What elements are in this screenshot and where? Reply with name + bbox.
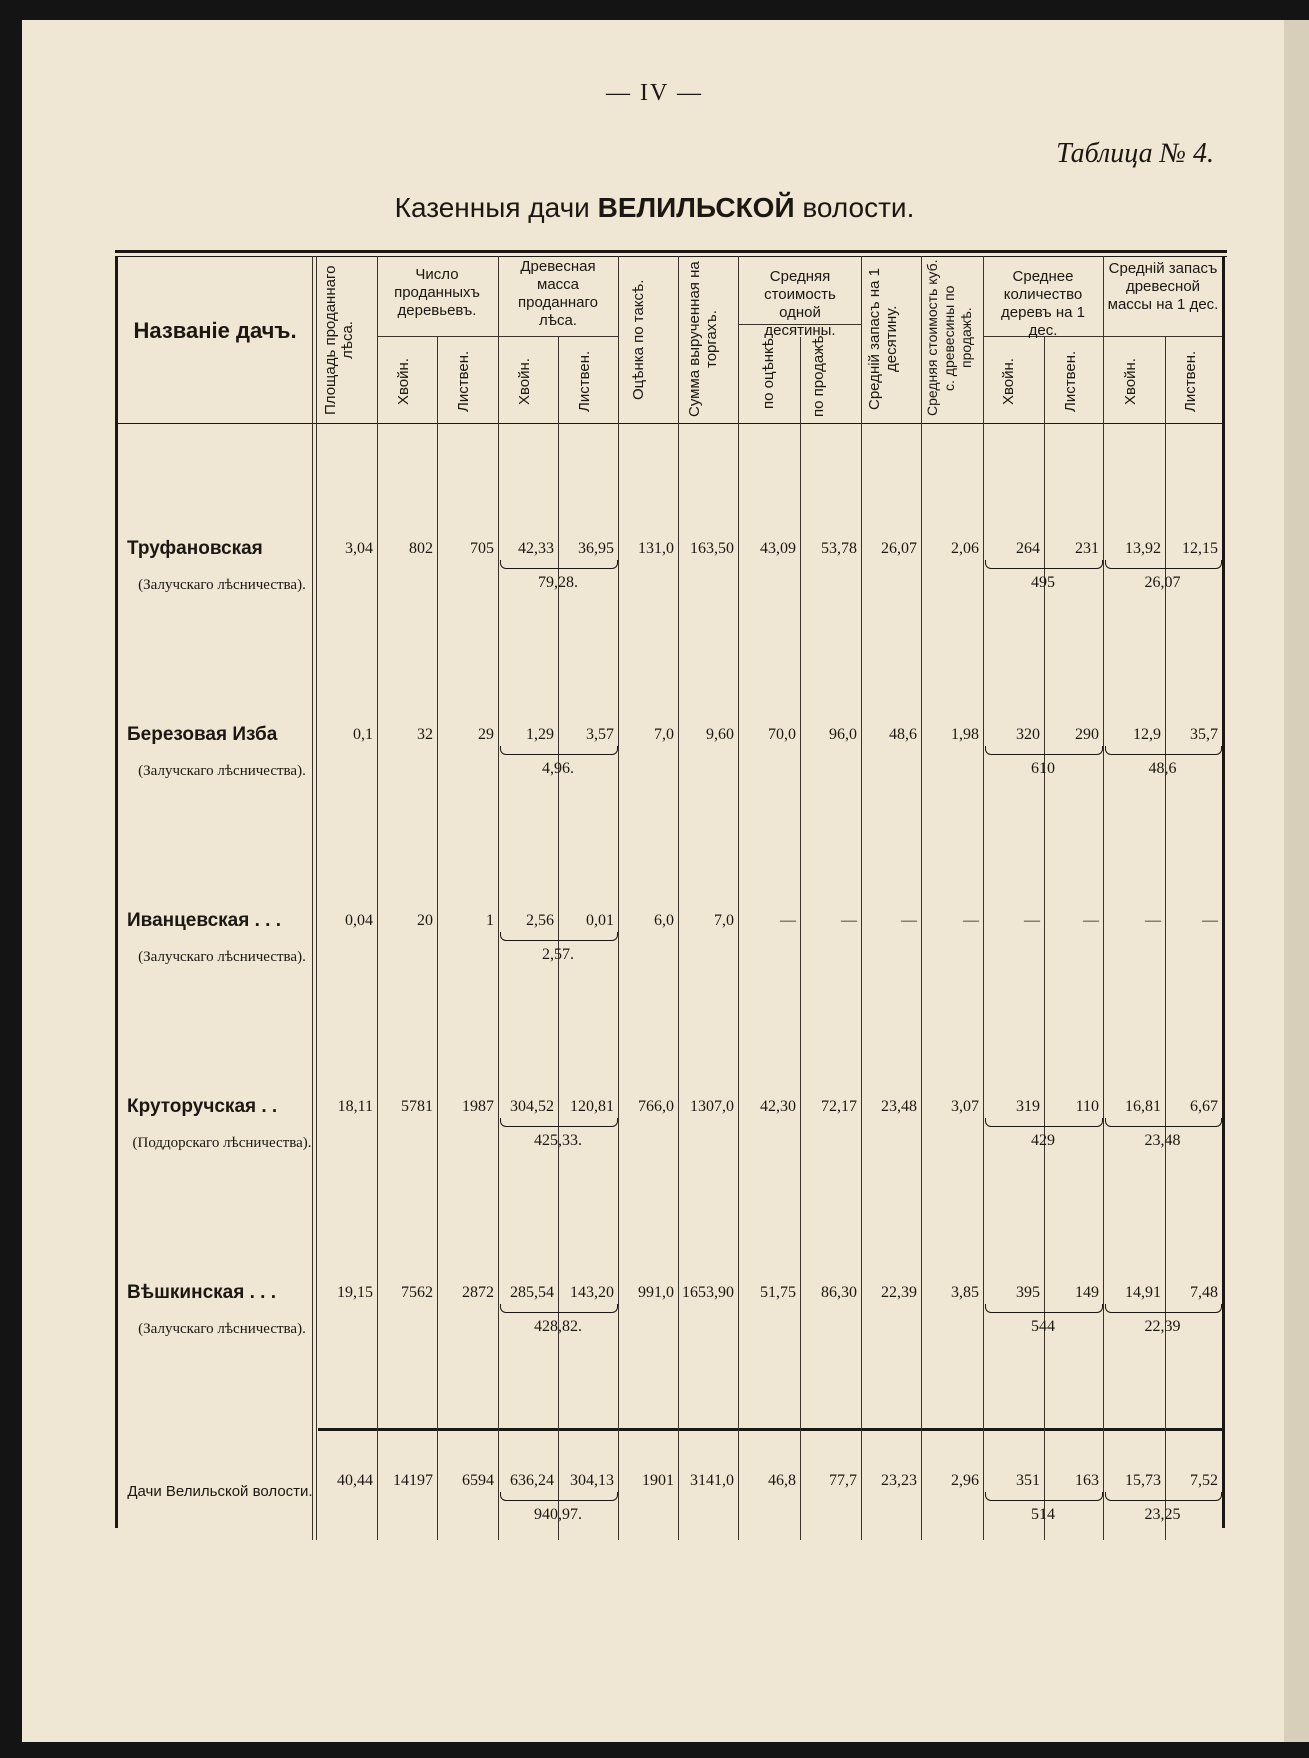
cell-stock: 23,48 xyxy=(881,1098,917,1115)
group-brace xyxy=(500,932,618,941)
cell-area: 19,15 xyxy=(337,1284,373,1301)
col-divider xyxy=(738,256,739,1540)
cell-w-d: 0,01 xyxy=(586,912,614,929)
col-divider xyxy=(312,256,313,1540)
row-subtitle: (Залучскаго лѣсничества). xyxy=(138,577,306,593)
header-avg-mass: Средній запасъ древесной массы на 1 дес. xyxy=(1107,260,1219,313)
cell-est: — xyxy=(780,912,796,929)
cell-stock: — xyxy=(901,912,917,929)
group-brace xyxy=(985,746,1103,755)
cell-sale: 96,0 xyxy=(829,726,857,743)
header-wood: Древесная масса проданнаго лѣса. xyxy=(518,258,598,329)
cell-m-c: 15,73 xyxy=(1125,1472,1161,1489)
cell-m-c: 16,81 xyxy=(1125,1098,1161,1115)
cell-sale: 53,78 xyxy=(821,540,857,557)
col-divider xyxy=(498,256,499,1540)
col-divider xyxy=(437,337,438,1540)
row-name: Вѣшкинская . . . xyxy=(127,1282,276,1303)
col-divider xyxy=(921,256,922,1540)
cell-w-d: 36,95 xyxy=(578,540,614,557)
col-divider xyxy=(377,256,378,1540)
sum-m: 23,25 xyxy=(1144,1506,1181,1523)
cell-m-c: — xyxy=(1145,912,1161,929)
cell-t-c: 14197 xyxy=(393,1472,433,1489)
cell-w-c: 636,24 xyxy=(510,1472,554,1489)
cell-w-d: 120,81 xyxy=(570,1098,614,1115)
cell-w-d: 3,57 xyxy=(586,726,614,743)
sum-w: 428,82. xyxy=(534,1318,582,1335)
header-wood-decid: Листвен. xyxy=(576,350,593,413)
title-suffix: волости. xyxy=(802,192,915,223)
cell-auction: 7,0 xyxy=(714,912,734,929)
sum-n: 429 xyxy=(1031,1132,1055,1149)
sum-w: 940,97. xyxy=(534,1506,582,1523)
header-taxa: Оцѣнка по таксѣ. xyxy=(630,279,647,401)
sum-w: 2,57. xyxy=(542,946,574,963)
cell-n-d: 149 xyxy=(1075,1284,1099,1301)
col-divider xyxy=(618,256,619,1540)
group-brace xyxy=(985,1118,1103,1127)
cell-w-d: 304,13 xyxy=(570,1472,614,1489)
header-ntrees-decid: Листвен. xyxy=(1062,350,1079,413)
cell-est: 51,75 xyxy=(760,1284,796,1301)
header-wood-conif: Хвойн. xyxy=(516,358,533,405)
sum-m: 23,48 xyxy=(1144,1132,1181,1149)
cell-cube: 2,06 xyxy=(951,540,979,557)
title-prefix: Казенныя дачи xyxy=(394,192,590,223)
sum-w: 79,28. xyxy=(538,574,578,591)
cell-area: 40,44 xyxy=(337,1472,373,1489)
header-auction: Сумма вырученная на торгахъ. xyxy=(686,261,720,417)
header-by-sale: по продажѣ. xyxy=(810,331,827,417)
cell-est: 70,0 xyxy=(768,726,796,743)
col-divider xyxy=(983,256,984,1540)
group-brace xyxy=(500,560,618,569)
header-cube-cost: Средняя стоимость куб. с. древесины по продажѣ. xyxy=(924,259,974,417)
cell-auction: 163,50 xyxy=(690,540,734,557)
total-separator-rule xyxy=(318,1428,1222,1431)
cell-auction: 1307,0 xyxy=(690,1098,734,1115)
cell-n-c: 264 xyxy=(1016,540,1040,557)
cell-w-c: 285,54 xyxy=(510,1284,554,1301)
sum-m: 22,39 xyxy=(1144,1318,1181,1335)
header-by-est: по оцѣнкѣ xyxy=(760,338,777,410)
col-divider xyxy=(1044,337,1045,1540)
group-brace xyxy=(985,1492,1103,1501)
cell-auction: 3141,0 xyxy=(690,1472,734,1489)
cell-m-d: 12,15 xyxy=(1182,540,1218,557)
col-divider xyxy=(316,256,317,1540)
cell-t-d: 6594 xyxy=(462,1472,494,1489)
cell-est: 43,09 xyxy=(760,540,796,557)
cell-auction: 9,60 xyxy=(706,726,734,743)
cell-n-d: 163 xyxy=(1075,1472,1099,1489)
cell-cube: 3,85 xyxy=(951,1284,979,1301)
sum-w: 425,33. xyxy=(534,1132,582,1149)
group-brace xyxy=(500,1492,618,1501)
cell-taxa: 1901 xyxy=(642,1472,674,1489)
cell-t-c: 32 xyxy=(417,726,433,743)
sum-m: 26,07 xyxy=(1144,574,1181,591)
cell-m-c: 12,9 xyxy=(1133,726,1161,743)
sum-n: 495 xyxy=(1031,574,1055,591)
table-top-rule-thin xyxy=(115,256,1227,257)
table-top-rule xyxy=(115,250,1227,253)
cell-m-c: 13,92 xyxy=(1125,540,1161,557)
subheader-rule xyxy=(1103,336,1222,337)
subheader-rule xyxy=(498,336,618,337)
cell-auction: 1653,90 xyxy=(682,1284,734,1301)
cell-area: 0,1 xyxy=(353,726,373,743)
header-trees-decid: Листвен. xyxy=(455,350,472,413)
cell-t-d: 1987 xyxy=(462,1098,494,1115)
row-name: Березовая Изба xyxy=(127,724,278,745)
cell-taxa: 7,0 xyxy=(654,726,674,743)
cell-w-c: 42,33 xyxy=(518,540,554,557)
cell-n-d: 231 xyxy=(1075,540,1099,557)
cell-cube: 3,07 xyxy=(951,1098,979,1115)
cell-stock: 22,39 xyxy=(881,1284,917,1301)
cell-cube: 2,96 xyxy=(951,1472,979,1489)
page-number: — IV — xyxy=(606,80,703,106)
cell-t-d: 705 xyxy=(470,540,494,557)
title-bold: ВЕЛИЛЬСКОЙ xyxy=(597,192,795,223)
group-brace xyxy=(500,746,618,755)
header-area: Площадь проданнаго лѣса. xyxy=(322,265,356,415)
table-left-rule xyxy=(115,256,118,1528)
col-divider xyxy=(1165,337,1166,1540)
cell-n-c: 351 xyxy=(1016,1472,1040,1489)
row-name: Труфановская xyxy=(127,538,263,559)
cell-taxa: 766,0 xyxy=(638,1098,674,1115)
cell-cube: — xyxy=(963,912,979,929)
col-divider xyxy=(861,256,862,1540)
cell-area: 18,11 xyxy=(337,1098,373,1115)
group-brace xyxy=(1105,1118,1222,1127)
cell-est: 42,30 xyxy=(760,1098,796,1115)
row-subtitle: (Залучскаго лѣсничества). xyxy=(138,1321,306,1337)
cell-est: 46,8 xyxy=(768,1472,796,1489)
cell-m-d: — xyxy=(1202,912,1218,929)
cell-n-c: 395 xyxy=(1016,1284,1040,1301)
cell-w-c: 2,56 xyxy=(526,912,554,929)
row-subtitle: (Залучскаго лѣсничества). xyxy=(138,949,306,965)
cell-t-c: 7562 xyxy=(401,1284,433,1301)
cell-t-d: 2872 xyxy=(462,1284,494,1301)
cell-sale: 72,17 xyxy=(821,1098,857,1115)
subheader-rule xyxy=(377,336,498,337)
table-label: Таблица № 4. xyxy=(1056,138,1214,169)
table-right-rule xyxy=(1222,256,1225,1528)
cell-n-c: — xyxy=(1024,912,1040,929)
row-name: Круторучская . . xyxy=(127,1096,278,1117)
cell-w-d: 143,20 xyxy=(570,1284,614,1301)
cell-n-c: 319 xyxy=(1016,1098,1040,1115)
header-trees: Число проданныхъ деревьевъ. xyxy=(394,266,480,319)
cell-t-d: 1 xyxy=(486,912,494,929)
cell-m-d: 6,67 xyxy=(1190,1098,1218,1115)
group-brace xyxy=(500,1304,618,1313)
cell-m-d: 35,7 xyxy=(1190,726,1218,743)
group-brace xyxy=(1105,1492,1222,1501)
total-name: Дачи Велильской волости. xyxy=(127,1483,313,1500)
cell-sale: 86,30 xyxy=(821,1284,857,1301)
sum-n: 610 xyxy=(1031,760,1055,777)
cell-stock: 26,07 xyxy=(881,540,917,557)
cell-n-d: 110 xyxy=(1075,1098,1099,1115)
cell-taxa: 6,0 xyxy=(654,912,674,929)
group-brace xyxy=(1105,560,1222,569)
header-mass-conif: Хвойн. xyxy=(1122,358,1139,405)
group-brace xyxy=(985,1304,1103,1313)
header-avg-trees: Среднее количество деревъ на 1 дес. xyxy=(1001,268,1085,339)
header-ntrees-conif: Хвойн. xyxy=(1000,358,1017,405)
sum-m: 48,6 xyxy=(1148,760,1177,777)
cell-stock: 23,23 xyxy=(881,1472,917,1489)
header-trees-conif: Хвойн. xyxy=(395,358,412,405)
col-divider xyxy=(800,337,801,1540)
cell-sale: 77,7 xyxy=(829,1472,857,1489)
cell-t-c: 802 xyxy=(409,540,433,557)
cell-stock: 48,6 xyxy=(889,726,917,743)
header-name: Названіе дачъ. xyxy=(133,318,297,343)
cell-w-c: 1,29 xyxy=(526,726,554,743)
cell-area: 3,04 xyxy=(345,540,373,557)
group-brace xyxy=(1105,746,1222,755)
cell-m-d: 7,48 xyxy=(1190,1284,1218,1301)
cell-cube: 1,98 xyxy=(951,726,979,743)
row-name: Иванцевская . . . xyxy=(127,910,281,931)
sum-n: 544 xyxy=(1031,1318,1055,1335)
cell-m-c: 14,91 xyxy=(1125,1284,1161,1301)
header-bottom-rule xyxy=(118,423,1222,424)
cell-area: 0,04 xyxy=(345,912,373,929)
header-stock: Средній запасъ на 1 десятину. xyxy=(866,268,900,410)
row-subtitle: (Залучскаго лѣсничества). xyxy=(138,763,306,779)
cell-t-c: 5781 xyxy=(401,1098,433,1115)
cell-t-d: 29 xyxy=(478,726,494,743)
cell-taxa: 991,0 xyxy=(638,1284,674,1301)
cell-n-d: 290 xyxy=(1075,726,1099,743)
group-brace xyxy=(1105,1304,1222,1313)
group-brace xyxy=(985,560,1103,569)
cell-t-c: 20 xyxy=(417,912,433,929)
cell-sale: — xyxy=(841,912,857,929)
cell-n-d: — xyxy=(1083,912,1099,929)
cell-m-d: 7,52 xyxy=(1190,1472,1218,1489)
cell-w-c: 304,52 xyxy=(510,1098,554,1115)
group-brace xyxy=(500,1118,618,1127)
col-divider xyxy=(678,256,679,1540)
next-page-edge xyxy=(1284,20,1309,1742)
page-title xyxy=(0,192,1309,224)
header-avg-cost: Средняя стоимость одной десятины. xyxy=(764,268,836,339)
sum-w: 4,96. xyxy=(542,760,574,777)
header-mass-decid: Листвен. xyxy=(1182,350,1199,413)
sum-n: 514 xyxy=(1031,1506,1055,1523)
col-divider xyxy=(1103,256,1104,1540)
cell-n-c: 320 xyxy=(1016,726,1040,743)
row-subtitle: (Поддорскаго лѣсничества). xyxy=(132,1135,312,1151)
cell-taxa: 131,0 xyxy=(638,540,674,557)
